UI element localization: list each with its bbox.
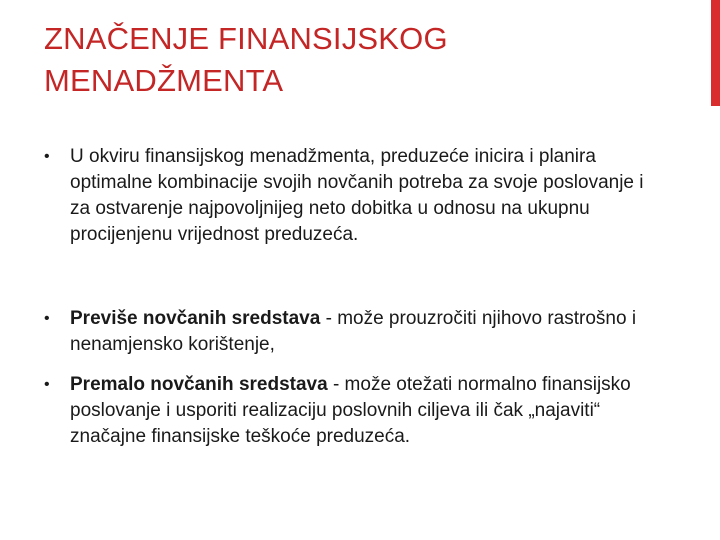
bullet-item-1 [44,144,664,248]
slide-title-line-2: MENADŽMENTA [44,63,284,98]
bullet-text: - može prouzročiti njihovo rastrošno i nenamjensko korištenje, [70,308,637,355]
bullet-item-2 [44,306,664,358]
bullet-dot-icon: • [44,310,50,327]
bullet-dot-icon: • [44,376,50,393]
bullet-text: - može otežati normalno finansijsko poslovanje i usporiti realizaciju poslovnih ciljeva ili čak „najaviti“ značajne finansijske teškoće preduzeća. [70,374,631,447]
bullet-bold-text: Premalo novčanih sredstava [70,374,328,395]
bullet-bold-text: Previše novčanih sredstava [70,308,321,329]
bullet-item-3 [44,372,664,450]
bullet-list [44,144,664,450]
bullet-dot-icon: • [44,148,50,165]
slide-title [44,18,664,102]
slide-title-line-1: ZNAČENJE FINANSIJSKOG [44,21,448,56]
bullet-text: U okviru finansijskog menadžmenta, preduzeće inicira i planira optimalne kombinacije svojih novčanih potreba za svoje poslovanje i za ostvarenje najpovoljnijeg neto dobitka u odnosu na ukupnu procijenjenu vrijednost preduzeća. [70,146,644,245]
accent-bar [711,0,720,106]
